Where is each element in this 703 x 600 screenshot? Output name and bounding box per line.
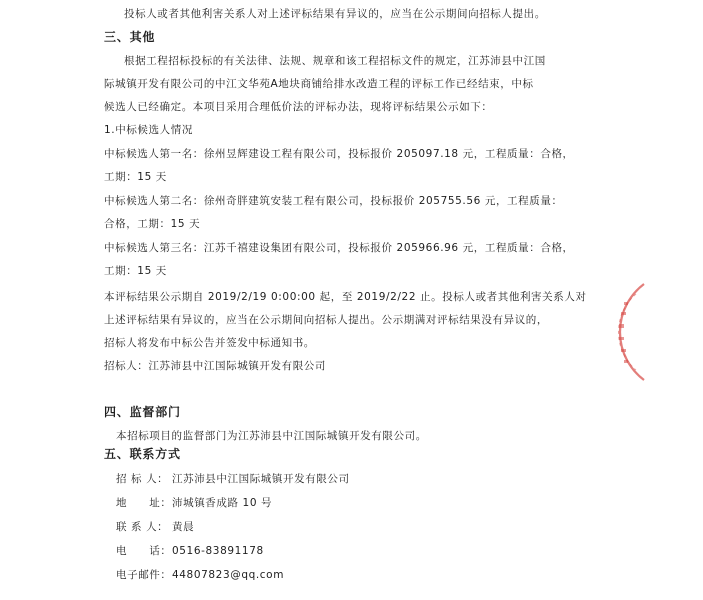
contact-label: 电 话：: [116, 545, 172, 557]
contact-label: 联 系 人：: [116, 521, 169, 533]
contact-value: 黄晨: [172, 521, 195, 533]
section-4-heading: 四、监督部门: [104, 405, 181, 419]
notice-line-3: 招标人将发布中标公告并签发中标通知书。: [104, 337, 315, 349]
tenderer-line: 招标人：江苏沛县中江国际城镇开发有限公司: [104, 360, 326, 372]
contact-value: 0516-83891178: [172, 545, 264, 557]
candidate-1-line-2: 工期：15 天: [104, 171, 167, 183]
contact-row-tenderer: [116, 472, 350, 486]
contact-row-phone: [116, 544, 264, 558]
notice-line-2: 上述评标结果有异议的，应当在公示期间向招标人提出。公示期满对评标结果没有异议的，: [104, 314, 548, 326]
intro-line-1: 根据工程招标投标的有关法律、法规、规章和该工程招标文件的规定，江苏沛县中江国: [124, 55, 546, 67]
contact-value: 江苏沛县中江国际城镇开发有限公司: [172, 473, 350, 485]
supervision-text: 本招标项目的监督部门为江苏沛县中江国际城镇开发有限公司。: [116, 430, 427, 442]
section-3-heading: 三、其他: [104, 30, 156, 44]
candidate-2-line-1: 中标候选人第二名：徐州奇胖建筑安装工程有限公司，投标报价 205755.56 元，工程质量：: [104, 195, 563, 207]
candidate-1-line-1: 中标候选人第一名：徐州昱辉建设工程有限公司，投标报价 205097.18 元，工程质量：合格，: [104, 148, 574, 160]
contact-value: 44807823@qq.com: [172, 569, 285, 581]
top-line: 投标人或者其他利害关系人对上述评标结果有异议的，应当在公示期间向招标人提出。: [124, 8, 546, 20]
section-5-heading: 五、联系方式: [104, 447, 181, 461]
candidate-2-line-2: 合格，工期：15 天: [104, 218, 201, 230]
red-seal-icon: [606, 282, 646, 382]
candidate-3-line-2: 工期：15 天: [104, 265, 167, 277]
contact-row-email: [116, 568, 284, 582]
intro-line-2: 际城镇开发有限公司的中江文华苑A地块商铺给排水改造工程的评标工作已经结束，中标: [104, 78, 534, 90]
contact-row-address: [116, 496, 272, 510]
notice-line-1: 本评标结果公示期自 2019/2/19 0:00:00 起，至 2019/2/22 止。投标人或者其他利害关系人对: [104, 291, 587, 303]
candidate-3-line-1: 中标候选人第三名：江苏千禧建设集团有限公司，投标报价 205966.96 元，工程质量：合格，: [104, 242, 574, 254]
contact-row-person: [116, 520, 194, 534]
candidates-subheading: 1.中标候选人情况: [104, 124, 193, 136]
contact-value: 沛城镇香成路 10 号: [172, 497, 273, 509]
intro-line-3: 候选人已经确定。本项目采用合理低价法的评标办法，现将评标结果公示如下：: [104, 101, 493, 113]
contact-label: 电子邮件：: [116, 569, 172, 581]
contact-label: 地 址：: [116, 497, 172, 509]
contact-label: 招 标 人：: [116, 473, 169, 485]
